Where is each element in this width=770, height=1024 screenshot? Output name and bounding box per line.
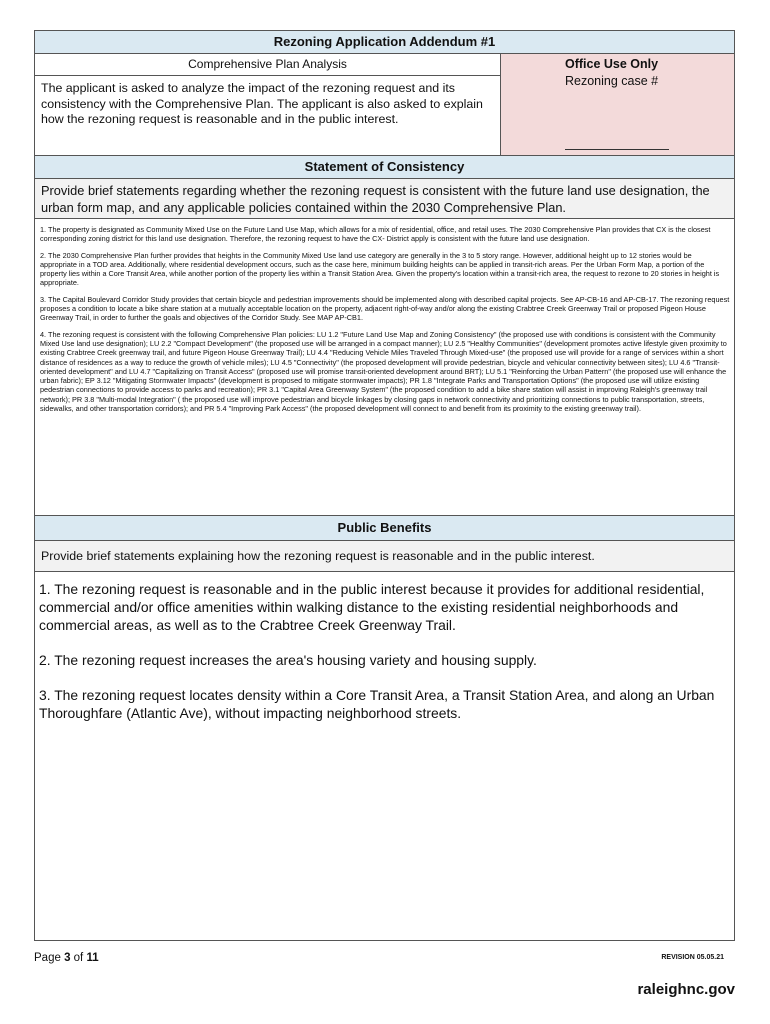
- header-row: [35, 54, 734, 156]
- page-current: 3: [64, 952, 71, 964]
- consistency-item: 4. The rezoning request is consistent with the following Comprehensive Plan policies: LU 1.2 "Future Land Use Map and Zoning Consistency" (the proposed use with conditions is consistent with the Community Mixed Use land use designation); LU 2.2 "Compact Development" (the proposed use will be arranged in a compact manner); LU 2.5 "Healthy Communities" (development promotes active lifestyle given proximity to existing Crabtree Creek greenway trail, and future Pigeon House Greenway Trail); LU 4.4 "Reducing Vehicle Miles Traveled Through Mixed-use" (the proposed use will provide for a range of services within a short distance of residences as a way to reduce the growth of vehicle miles); LU 4.5 "Connectivity" (the proposed development will provide pedestrian, bicycle and vehicular connectivity between sites); LU 4.6 "Transit-oriented development" and LU 4.7 "Capitalizing on Transit Access" (proposed use will promise transit-oriented development around BRT); LU 5.1 "Reinforcing the Urban Pattern" (the proposed use will enhance the urban fabric); EP 3.12 "Mitigating Stormwater Impacts" (development is proposed to mitigate stormwater impacts); PR 1.8 "Integrate Parks and Transportation Options" (the proposed use will utilize existing pedestrian connections to provide access to parks and recreation); PR 3.1 "Capital Area Greenway System" (the proposed condition to add a bike share station will assist in improving Raleigh's greenway trail network); PR 3.8 "Multi-modal Integration" ( the proposed use will improve pedestrian and bicycle linkages by closing gaps in network connectivity and prioritizing connections to public transportation, streets, sidewalks, and other transportation corridors); and PR 5.4 "Improving Park Access" (the proposed development will connect to and benefit from its proximity to the existing greenway trail).: [40, 329, 727, 414]
- site-url: raleighnc.gov: [637, 981, 735, 998]
- office-use-title: Office Use Only: [565, 57, 659, 71]
- benefit-item: 1. The rezoning request is reasonable and in the public interest because it provides for additional residential, commercial and/or office amenities within walking distance to the existing residential neighborhoods and commercial areas, as well as to the Crabtree Creek Greenway Trail.: [39, 581, 705, 633]
- section-label: Comprehensive Plan Analysis: [35, 54, 500, 76]
- rezoning-case-label: Rezoning case #: [565, 74, 659, 88]
- analysis-panel: [35, 54, 501, 155]
- rezoning-case-field[interactable]: [565, 149, 669, 150]
- page-prefix: Page: [34, 952, 65, 964]
- intro-text: The applicant is asked to analyze the impact of the rezoning request and its consistency with the Comprehensive Plan. The applicant is also asked to explain how the rezoning request is reasonable and in the public interest.: [41, 81, 483, 126]
- benefits-title: Public Benefits: [35, 516, 734, 541]
- consistency-response[interactable]: [35, 219, 734, 516]
- page-mid: of: [70, 952, 87, 964]
- consistency-item: 2. The 2030 Comprehensive Plan further provides that heights in the Community Mixed Use land use category are generally in the 3 to 5 story range. However, additional height up to 12 stories would be appropriate in a TOD area. Additionally, where residential development occurs, such as the case here, minimum building heights can be applied in transit-rich areas. Per the Urban Form Map, a portion of the property lies within a Core Transit Area, while another portion of the property lies within a Transit Station Area. Given the property's location within a transit-rich area, the request to rezone to 20 stories in height is appropriate.: [40, 250, 720, 288]
- page-number: [34, 952, 99, 964]
- consistency-item: 1. The property is designated as Community Mixed Use on the Future Land Use Map, which allows for a mix of residential, office, and retail uses. The 2030 Comprehensive Plan provides that CX is the closest corresponding zoning district for this land use designation. Therefore, the rezoning request to have the CX- District apply is consistent with the future land use designation.: [40, 225, 711, 244]
- consistency-title: Statement of Consistency: [35, 156, 734, 179]
- revision-label: REVISION 05.05.21: [661, 954, 724, 961]
- office-use-panel: [501, 54, 734, 155]
- consistency-item: 3. The Capital Boulevard Corridor Study provides that certain bicycle and pedestrian improvements should be implemented along with described capital projects. See AP-CB-16 and AP-CB-17. The rezoning request proposes a condition to locate a bike share station at a mutually acceptable location on the property, adjacent right-of-way and/or along the existing Crabtree Creek Greenway Trail or proposed Pigeon House Greenway Trail, in order to further the goals and objectives of the Corridor Study. See MAP AP-CB1.: [40, 294, 730, 323]
- benefits-response[interactable]: [35, 572, 734, 940]
- benefit-item: 2. The rezoning request increases the area's housing variety and housing supply.: [39, 652, 537, 668]
- rezoning-addendum-form: [34, 30, 735, 941]
- benefit-item: 3. The rezoning request locates density within a Core Transit Area, a Transit Station Area, and along an Urban Thoroughfare (Atlantic Ave), without impacting neighborhood streets.: [39, 687, 715, 721]
- form-title: Rezoning Application Addendum #1: [35, 31, 734, 54]
- consistency-prompt: Provide brief statements regarding whether the rezoning request is consistent with the future land use designation, the urban form map, and any applicable policies contained within the 2030 Comprehensive Plan.: [35, 179, 734, 219]
- page-total: 11: [86, 952, 99, 964]
- benefits-prompt: Provide brief statements explaining how the rezoning request is reasonable and in the public interest.: [35, 541, 734, 572]
